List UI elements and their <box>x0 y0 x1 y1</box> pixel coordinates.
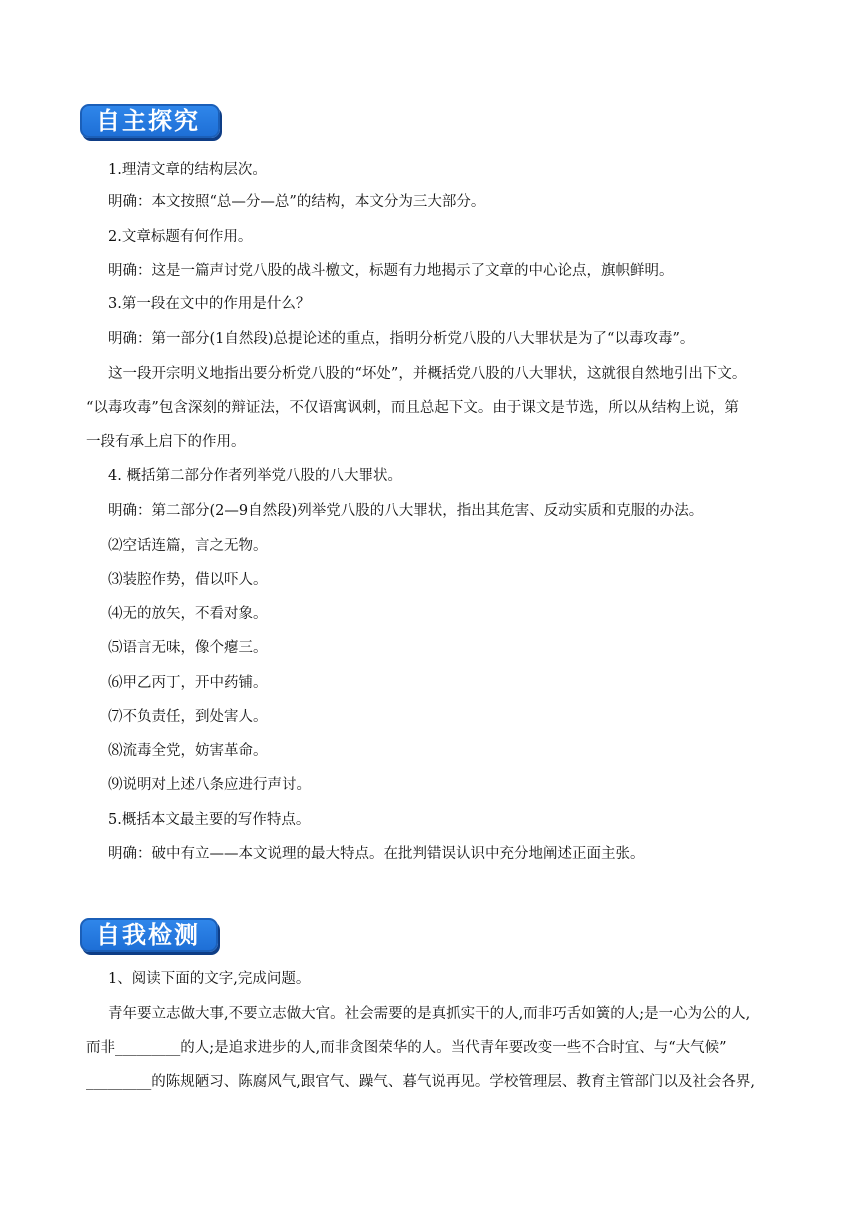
question-4: 4. 概括第二部分作者列举党八股的八大罪状。 <box>108 468 402 484</box>
answer-3-paragraph-line-3: 一段有承上启下的作用。 <box>86 434 246 450</box>
list-item: ⑵空话连篇，言之无物。 <box>108 538 268 554</box>
exercise-1-prompt: 1、阅读下面的文字,完成问题。 <box>108 971 311 987</box>
passage-line-2: 而非_________的人;是追求进步的人,而非贪图荣华的人。当代青年要改变一些不合时宜、与“大气候” <box>86 1040 727 1056</box>
list-item: ⑼说明对上述八条应进行声讨。 <box>108 777 311 793</box>
list-item: ⑸语言无味，像个瘪三。 <box>108 640 268 656</box>
section-badge-self-study: 自主探究 <box>80 104 220 138</box>
question-5: 5.概括本文最主要的写作特点。 <box>108 812 311 828</box>
answer-3-paragraph-line-1: 这一段开宗明义地指出要分析党八股的“坏处”，并概括党八股的八大罪状，这就很自然地引出下文。 <box>108 366 747 382</box>
question-2: 2.文章标题有何作用。 <box>108 229 253 245</box>
answer-3: 明确：第一部分(1自然段)总提论述的重点，指明分析党八股的八大罪状是为了“以毒攻毒”。 <box>108 331 695 347</box>
passage-line-1: 青年要立志做大事,不要立志做大官。社会需要的是真抓实干的人,而非巧舌如簧的人;是一心为公的人, <box>108 1006 751 1022</box>
list-item: ⑹甲乙丙丁，开中药铺。 <box>108 675 268 691</box>
answer-1: 明确：本文按照“总—分—总”的结构，本文分为三大部分。 <box>108 194 486 210</box>
answer-5: 明确：破中有立——本文说理的最大特点。在批判错误认识中充分地阐述正面主张。 <box>108 846 645 862</box>
list-item: ⑷无的放矢，不看对象。 <box>108 606 268 622</box>
question-3: 3.第一段在文中的作用是什么？ <box>108 296 311 312</box>
list-item: ⑺不负责任，到处害人。 <box>108 709 268 725</box>
list-item: ⑶装腔作势，借以吓人。 <box>108 572 268 588</box>
section-badge-self-test: 自我检测 <box>80 918 218 952</box>
answer-4: 明确：第二部分(2—9自然段)列举党八股的八大罪状，指出其危害、反动实质和克服的办法。 <box>108 503 704 519</box>
answer-3-paragraph-line-2: “以毒攻毒”包含深刻的辩证法，不仅语寓讽刺，而且总起下文。由于课文是节选，所以从结构上说，第 <box>86 400 739 416</box>
question-1: 1.理清文章的结构层次。 <box>108 162 267 178</box>
answer-2: 明确：这是一篇声讨党八股的战斗檄文，标题有力地揭示了文章的中心论点，旗帜鲜明。 <box>108 263 674 279</box>
list-item: ⑻流毒全党，妨害革命。 <box>108 743 268 759</box>
passage-line-3: _________的陈规陋习、陈腐风气,跟官气、躁气、暮气说再见。学校管理层、教育主管部门以及社会各界, <box>86 1074 755 1090</box>
